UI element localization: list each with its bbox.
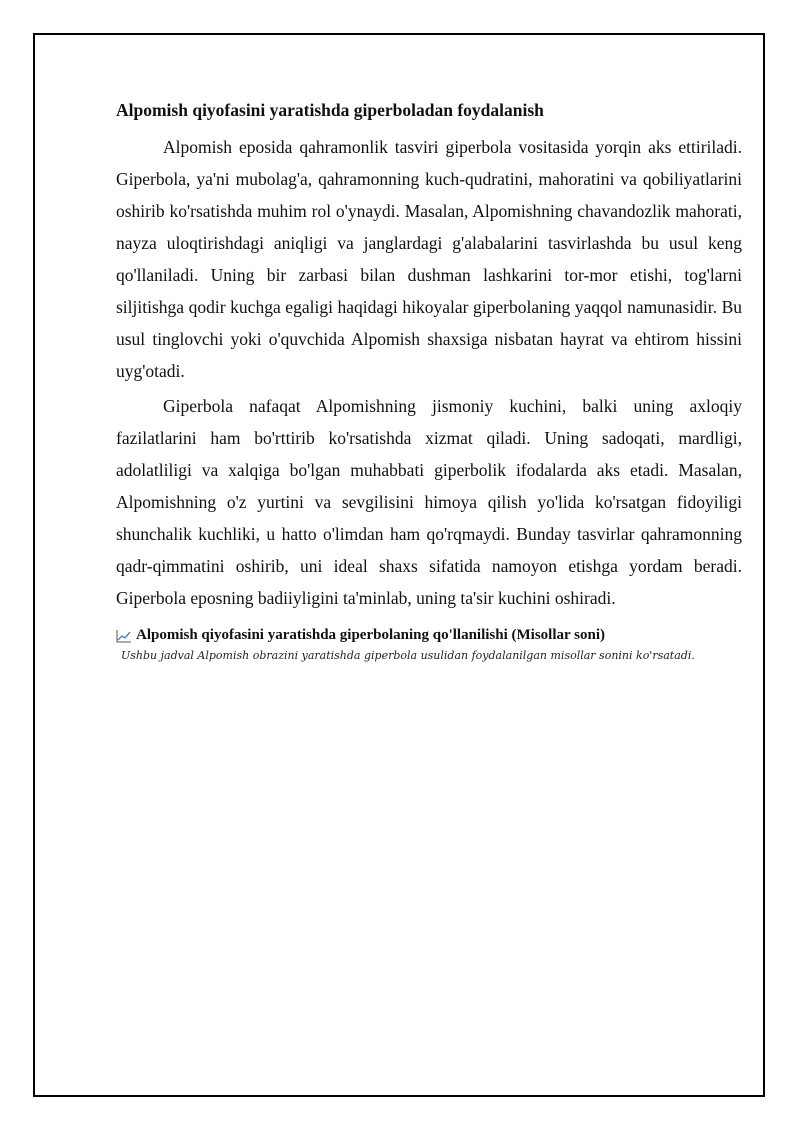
chart-icon xyxy=(116,628,132,642)
document-body xyxy=(116,97,742,666)
figure-title-text: Alpomish qiyofasini yaratishda giperbolaning qo'llanilishi (Misollar soni) xyxy=(136,627,605,643)
figure-title xyxy=(116,624,742,646)
figure-block xyxy=(116,624,742,666)
paragraph-1: Alpomish eposida qahramonlik tasviri giperbola vositasida yorqin aks ettiriladi. Giperbola, ya'ni mubolag'a, qahramonning kuch-qudratini, mahoratini va qobiliyatlarini oshirib ko'rsatishda muhim rol o'ynaydi. Masalan, Alpomishning chavandozlik mahorati, nayza uloqtirishdagi aniqligi va janglardagi g'alabalarini tasvirlashda bu usul keng qo'llaniladi. Uning bir zarbasi bilan dushman lashkarini tor-mor etishi, tog'larni siljitishga qodir kuchga egaligi haqidagi hikoyalar giperbolaning yaqqol namunasidir. Bu usul tinglovchi yoki o'quvchida Alpomish shaxsiga nisbatan hayrat va ehtirom hissini uyg'otadi. xyxy=(116,137,742,381)
figure-caption: Ushbu jadval Alpomish obrazini yaratishda giperbola usulidan foydalanilgan misollar sonini ko'rsatadi. xyxy=(121,649,695,662)
section-heading: Alpomish qiyofasini yaratishda giperboladan foydalanish xyxy=(116,100,544,120)
paragraph-2: Giperbola nafaqat Alpomishning jismoniy kuchini, balki uning axloqiy fazilatlarini ham bo'rttirib ko'rsatishda xizmat qiladi. Uning sadoqati, mardligi, adolatliligi va xalqiga bo'lgan muhabbati giperbolik ifodalarda aks etadi. Masalan, Alpomishning o'z yurtini va sevgilisini himoya qilish yo'lida ko'rsatgan fidoyiligi shunchalik kuchliki, u hatto o'limdan ham qo'rqmaydi. Bunday tasvirlar qahramonning qadr-qimmatini oshirib, uni ideal shaxs sifatida namoyon etishga yordam beradi. Giperbola eposning badiiyligini ta'minlab, uning ta'sir kuchini oshiradi. xyxy=(116,396,742,608)
